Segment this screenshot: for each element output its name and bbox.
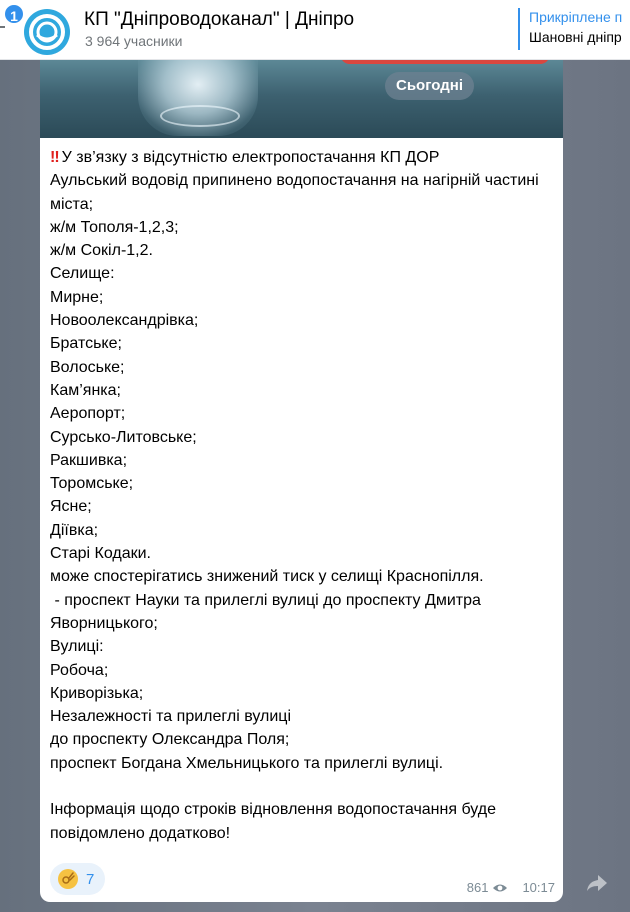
member-count: 3 964 учасники xyxy=(85,33,183,49)
glass-rim xyxy=(160,105,240,127)
unread-badge[interactable]: 1 xyxy=(3,3,25,25)
photo-red-banner xyxy=(340,60,550,64)
reaction-count: 7 xyxy=(86,870,95,888)
pinned-message-title: Прикріплене п xyxy=(529,9,623,25)
back-indicator[interactable] xyxy=(0,26,5,28)
message-body: У зв’язку з відсутністю електропостачання КП ДОР Аульський водовід припинено водопостачання на нагірній частині міста; ж/м Тополя-1,2,3; ж/м Сокіл-1,2. Селище: Мирне; Новоолександрівка; Братське; Волоське; Кам’янка; Аеропорт; Сурсько-Литовське; Ракшивка; Торомське; Ясне; Діївка; Старі Кодаки. може спостерігатись знижений тиск у селищі Краснопілля. - проспект Науки та прилеглі вулиці до проспекту Дмитра Яворницького; Вулиці: Робоча; Криворізька; Незалежності та прилеглі вулиці до проспекту Олександра Поля; проспект Богдана Хмельницького та прилеглі вулиці. Інформація щодо строків відновлення водопостачання буде повідомлено додатково! xyxy=(50,149,539,842)
pinned-message-text: Шановні дніпр xyxy=(529,29,622,45)
eye-icon xyxy=(492,882,508,894)
date-badge: Сьогодні xyxy=(385,72,474,100)
chat-header xyxy=(0,0,630,60)
channel-logo-icon xyxy=(28,13,66,51)
channel-title[interactable]: КП "Дніпроводоканал" | Дніпро xyxy=(84,9,355,30)
message-time: 10:17 xyxy=(522,880,555,895)
channel-avatar[interactable] xyxy=(24,9,70,55)
view-count: 861 xyxy=(466,880,489,895)
message-meta xyxy=(467,880,555,895)
pinned-message[interactable] xyxy=(518,8,630,50)
reaction-button[interactable] xyxy=(50,863,105,895)
message-photo[interactable] xyxy=(40,60,563,138)
chat-area xyxy=(0,60,630,912)
message-bubble[interactable] xyxy=(40,60,563,902)
message-text xyxy=(50,146,560,845)
ok-hand-icon xyxy=(58,869,78,889)
share-icon[interactable] xyxy=(582,868,612,898)
double-exclamation-icon: ‼ xyxy=(50,149,58,166)
